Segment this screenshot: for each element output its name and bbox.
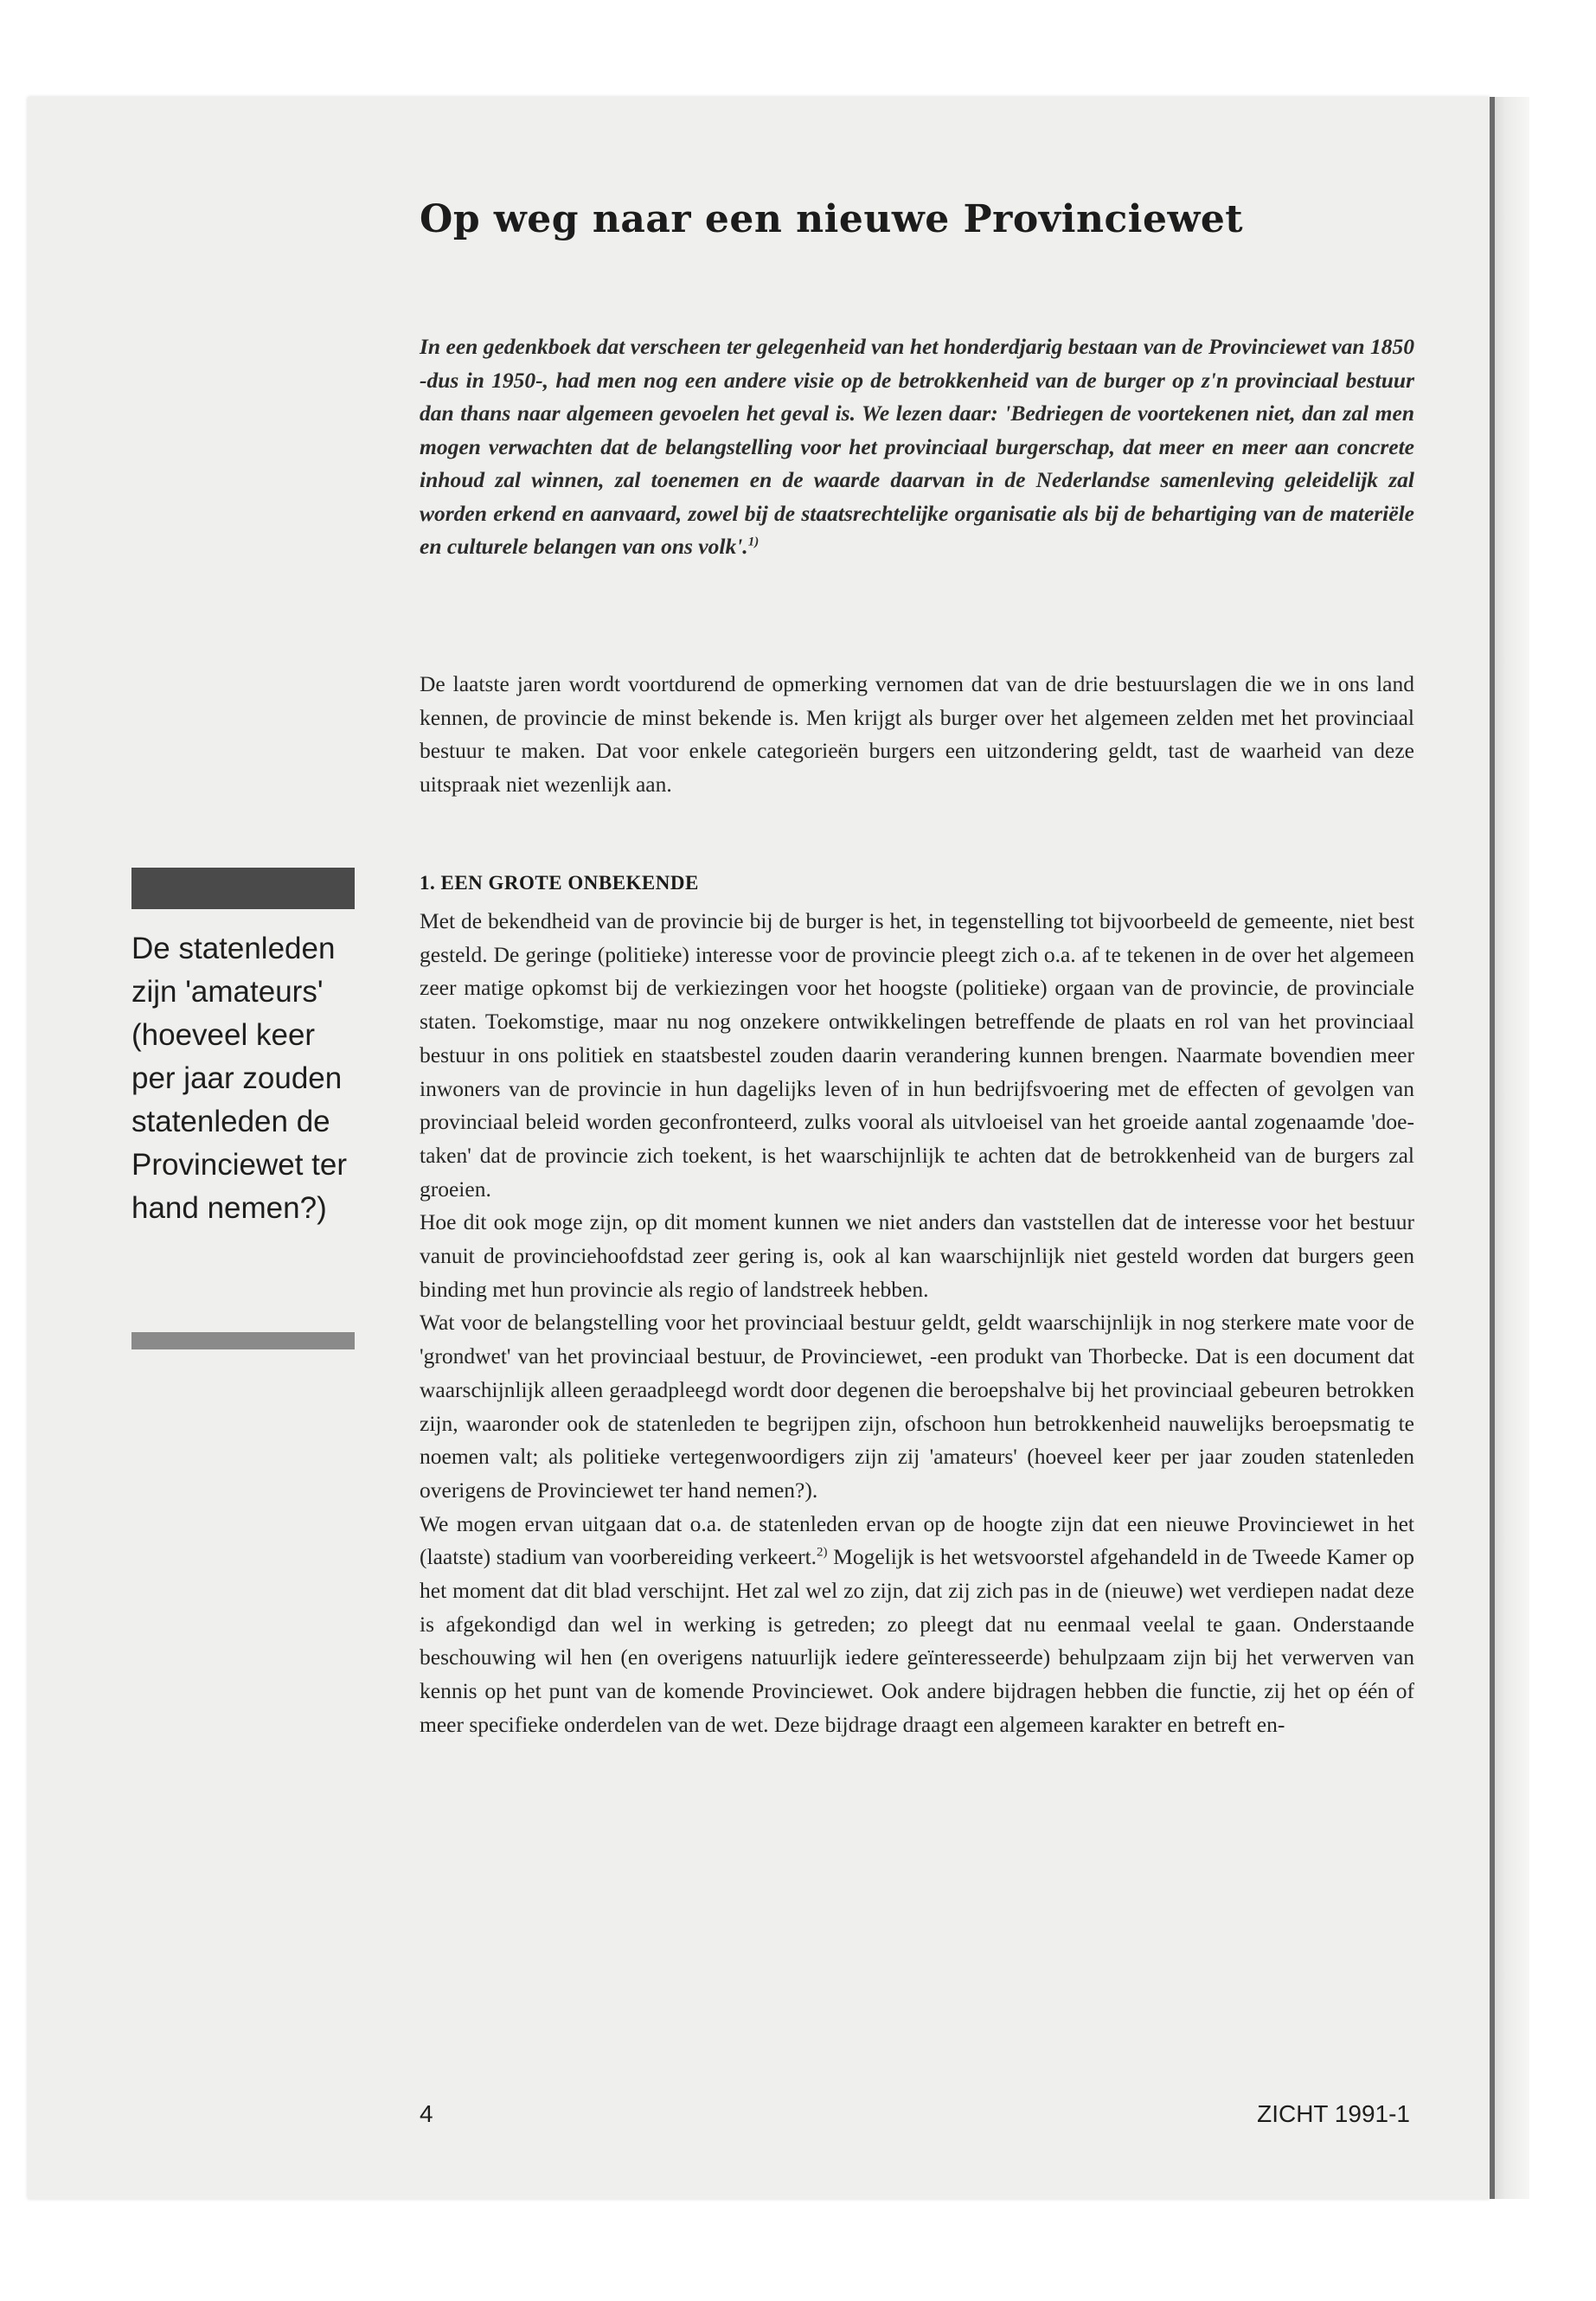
article-body [420, 905, 1414, 1742]
body-paragraph-3: Wat voor de belangstelling voor het provinciaal bestuur geldt, geldt waarschijnlijk in nog sterkere mate voor de 'grondwet' van het provinciaal bestuur, de Provinciewet, -een produkt van Thorbecke. Dat is een document dat waarschijnlijk alleen geraadpleegd wordt door degenen die beroepshalve bij het provinciaal gebeuren betrokken zijn, waaronder ook de statenleden te begrijpen zijn, ofschoon hun betrokkenheid nauwelijks beroepsmatig te noemen valt; als politieke vertegenwoordigers zijn zij 'amateurs' (hoeveel keer per jaar zouden statenleden overigens de Provinciewet ter hand nemen?). [420, 1310, 1414, 1503]
body-paragraph-1: Met de bekendheid van de provincie bij de burger is het, in tegenstelling tot bijvoorbeeld de gemeente, niet best gesteld. De geringe (politieke) interesse voor de provincie pleegt zich o.a. af te tekenen in de over het algemeen zeer matige opkomst bij de verkiezingen voor het hoogste (politieke) orgaan van de provincie, de provinciale staten. Toekomstige, maar nu nog onzekere ontwikkelingen betreffende de plaats en rol van het provinciaal bestuur in ons politiek en staatsbestel zouden daarin verandering kunnen brengen. Naarmate bovendien meer inwoners van de provincie in hun dagelijks leven of in hun bedrijfsvoering met de effecten of gevolgen van provinciaal beleid worden geconfronteerd, zulks vooral als uitvloeisel van het groeide aantal zogenaamde 'doe-taken' dat de provincie zich toekent, is het waarschijnlijk te achten dat de betrokkenheid van de burgers zal groeien. [420, 908, 1414, 1202]
article-intro [420, 330, 1414, 564]
body-paragraph-4-continued: Mogelijk is het wetsvoorstel afgehandeld in de Tweede Kamer op het moment dat dit blad verschijnt. Het zal wel zo zijn, dat zij zich pas in de (nieuwe) wet verdiepen nadat deze is afgekondigd dan wel in werking is getreden; zo pleegt dat nu eenmaal veelal te gaan. Onderstaande beschouwing wil hen (en overigens natuurlijk iedere geïnteresseerde) behulpzaam zijn bij het verwerven van kennis op het punt van de komende Provinciewet. Ook andere bijdragen hebben die functie, zij het op één of meer specifieke onderdelen van de wet. Deze bijdrage draagt een algemeen karakter en betreft en- [420, 1544, 1414, 1737]
page-number: 4 [420, 2100, 433, 2127]
magazine-issue: ZICHT 1991-1 [1257, 2100, 1410, 2127]
page-edge [1490, 97, 1529, 2199]
pull-quote-bar-top [131, 868, 355, 909]
page-edge-shadow [1490, 97, 1495, 2199]
body-paragraph-4-text: We mogen ervan uitgaan dat o.a. de statenleden ervan op de hoogte zijn dat een nieuwe Provinciewet in het (laatste) stadium van voorbereiding verkeert. [420, 1510, 1414, 1570]
lead-paragraph [420, 668, 1414, 802]
article-title: Op weg naar een nieuwe Provinciewet [420, 197, 1244, 241]
pull-quote-bar-bottom [131, 1332, 355, 1349]
body-paragraph-2: Hoe dit ook moge zijn, op dit moment kunnen we niet anders dan vaststellen dat de interesse voor het bestuur vanuit de provinciehoofdstad zeer gering is, ook al kan waarschijnlijk niet gesteld worden dat burgers geen binding met hun provincie als regio of landstreek hebben. [420, 1209, 1414, 1302]
footnote-ref-2: 2) [817, 1545, 828, 1560]
intro-text: In een gedenkboek dat verscheen ter gelegenheid van het honderdjarig bestaan van de Provinciewet van 1850 -dus in 1950-, had men nog een andere visie op de betrokkenheid van de burger op z'n provinciaal bestuur dan thans naar algemeen gevoelen het geval is. We lezen daar: 'Bedriegen de voortekenen niet, dan zal men mogen verwachten dat de belangstelling voor het provinciaal burgerschap, dat meer en meer aan concrete inhoud zal winnen, zal toenemen en de waarde daarvan in de Nederlandse samenleving geleidelijk zal worden erkend en aanvaard, zowel bij de staatsrechtelijke organisatie als bij de behartiging van de materiële en culturele belangen van ons volk'. [420, 334, 1414, 559]
section-heading: 1. EEN GROTE ONBEKENDE [420, 872, 699, 894]
body-paragraph-4 [420, 1508, 1414, 1742]
footnote-ref-1: 1) [747, 535, 760, 549]
lead-paragraph-text: De laatste jaren wordt voortdurend de opmerking vernomen dat van de drie bestuurslagen die we in ons land kennen, de provincie de minst bekende is. Men krijgt als burger over het algemeen zelden met het provinciaal bestuur te maken. Dat voor enkele categorieën burgers een uitzondering geldt, tast de waarheid van deze uitspraak niet wezenlijk aan. [420, 671, 1414, 798]
pull-quote: De statenleden zijn 'amateurs' (hoeveel keer per jaar zouden statenleden de Provinciewet ter hand nemen?) [131, 932, 347, 1225]
